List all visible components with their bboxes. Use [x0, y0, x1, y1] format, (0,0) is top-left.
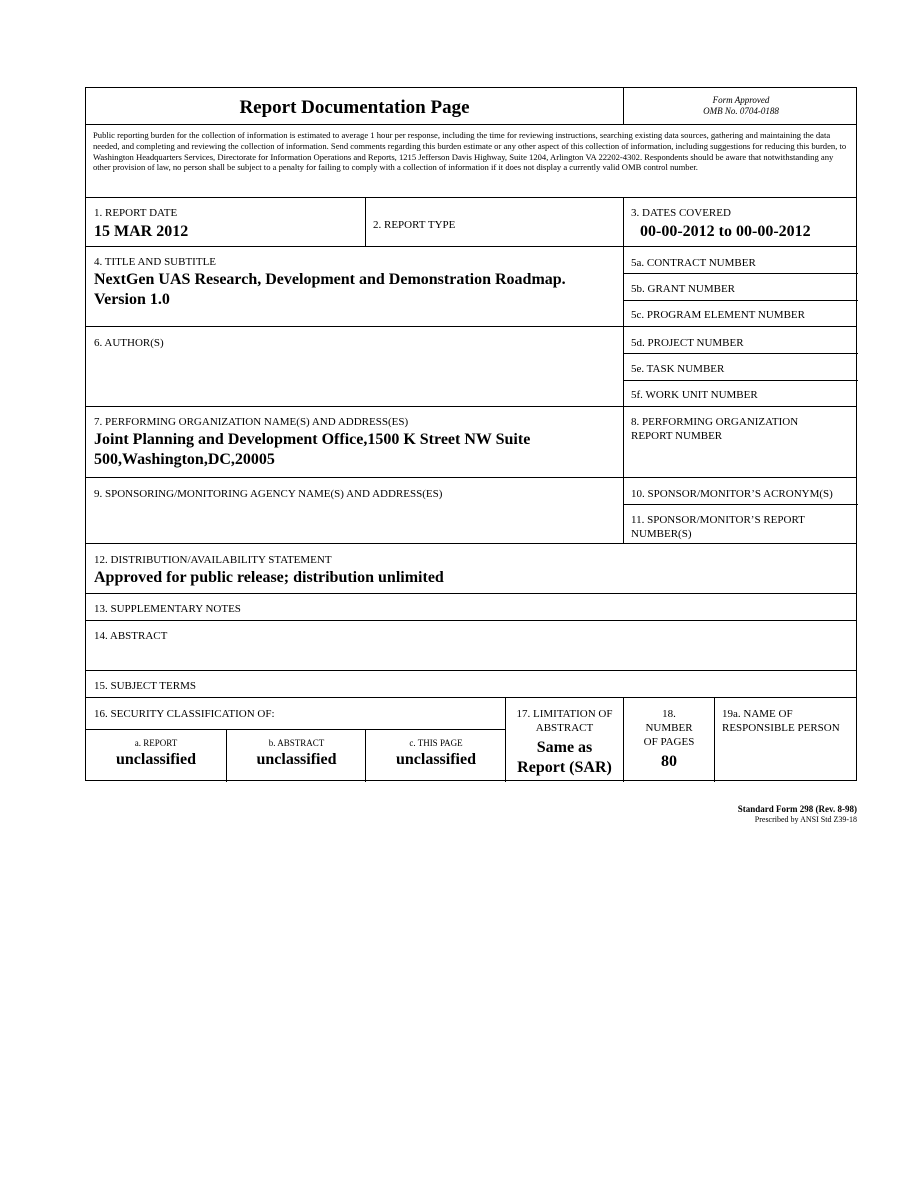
- report-date-label: 1. REPORT DATE: [94, 207, 178, 219]
- distribution-value: Approved for public release; distribution unlimited: [94, 569, 444, 586]
- form-name: Standard Form 298 (Rev. 8-98): [737, 804, 857, 814]
- report-date-cell: [86, 198, 365, 246]
- sponsor-label: 9. SPONSORING/MONITORING AGENCY NAME(S) AND ADDRESS(ES): [94, 488, 443, 500]
- dates-covered-cell: [623, 198, 858, 246]
- performing-org-value: Joint Planning and Development Office,1500 K Street NW Suite 500,Washington,DC,20005: [94, 431, 531, 468]
- row-performing-org: [86, 407, 856, 478]
- report-date-value: 15 MAR 2012: [94, 223, 189, 240]
- row-authors: [86, 327, 856, 407]
- title-cell: [86, 88, 623, 124]
- abstract-classification: [226, 730, 366, 782]
- contract-number-label: 5a. CONTRACT NUMBER: [631, 257, 756, 269]
- title-subtitle-cell: [86, 247, 623, 326]
- abstract-class-label: b. ABSTRACT: [268, 738, 325, 748]
- limitation-value: Same as Report (SAR): [517, 739, 612, 776]
- report-documentation-form: [85, 87, 857, 781]
- omb-cell: [623, 88, 858, 124]
- sponsor-cell: [86, 478, 623, 543]
- authors-label: 6. AUTHOR(S): [94, 337, 164, 349]
- authors-cell: [86, 327, 623, 406]
- report-type-cell: [365, 198, 623, 246]
- limitation-label: 17. LIMITATION OF ABSTRACT: [516, 708, 613, 734]
- row-distribution: [86, 544, 856, 594]
- row-report-date: [86, 198, 856, 247]
- title-subtitle-value: NextGen UAS Research, Development and Demonstration Roadmap. Version 1.0: [94, 271, 566, 308]
- subject-terms-label: 15. SUBJECT TERMS: [94, 680, 196, 692]
- title-subtitle-label: 4. TITLE AND SUBTITLE: [94, 256, 217, 268]
- sponsor-acronym-label: 10. SPONSOR/MONITOR’S ACRONYM(S): [631, 488, 833, 500]
- limitation-cell: [505, 698, 623, 782]
- row-classification: [86, 698, 856, 782]
- row-abstract: [86, 621, 856, 671]
- burden-notice: Public reporting burden for the collection of information is estimated to average 1 hour per response, including the time for reviewing instructions, searching existing data sources, gathering and maintaining the data needed, and completing and reviewing the collection of information. Send comments regarding this burden estimate or any other aspect of this collection of information, including suggestions for reducing this burden, to Washington Headquarters Services, Directorate for Information Operations and Reports, 1215 Jefferson Davis Highway, Suite 1204, Arlington VA 22202-4302. Respondents should be aware that notwithstanding any other provision of law, no person shall be subject to a penalty for failing to comply with a collection of information if it does not display a currently valid OMB control number.: [93, 130, 847, 173]
- supplementary-label: 13. SUPPLEMENTARY NOTES: [94, 603, 241, 615]
- responsible-cell: [714, 698, 858, 782]
- prescribed-by: Prescribed by ANSI Std Z39-18: [754, 815, 857, 824]
- project-number-label: 5d. PROJECT NUMBER: [631, 337, 744, 349]
- report-type-label: 2. REPORT TYPE: [373, 219, 456, 231]
- distribution-cell: [86, 544, 856, 588]
- page-title: Report Documentation Page: [239, 97, 470, 118]
- dates-covered-value: 00-00-2012 to 00-00-2012: [640, 223, 811, 240]
- performing-org-label: 7. PERFORMING ORGANIZATION NAME(S) AND ADDRESS(ES): [94, 416, 409, 428]
- work-unit-label: 5f. WORK UNIT NUMBER: [631, 389, 758, 401]
- page-class-label: c. THIS PAGE: [409, 738, 463, 748]
- row-title: [86, 247, 856, 327]
- security-cell: [86, 698, 505, 782]
- distribution-label: 12. DISTRIBUTION/AVAILABILITY STATEMENT: [94, 554, 332, 566]
- contract-numbers-cell: [623, 247, 858, 326]
- grant-number-label: 5b. GRANT NUMBER: [631, 283, 736, 295]
- security-label: 16. SECURITY CLASSIFICATION OF:: [94, 708, 275, 720]
- performing-report-cell: [623, 407, 858, 477]
- report-class-label: a. REPORT: [134, 738, 178, 748]
- notice-row: [86, 125, 856, 198]
- header-row: [86, 88, 856, 125]
- form-approved: Form Approved: [712, 95, 770, 105]
- performing-report-label: 8. PERFORMING ORGANIZATION REPORT NUMBER: [631, 416, 799, 442]
- page-class-value: unclassified: [395, 751, 476, 768]
- row-sponsor: [86, 478, 856, 544]
- responsible-label: 19a. NAME OF RESPONSIBLE PERSON: [722, 708, 840, 734]
- pages-cell: [623, 698, 714, 782]
- row-supplementary: [86, 594, 856, 621]
- abstract-class-value: unclassified: [256, 751, 337, 768]
- sponsor-report-label: 11. SPONSOR/MONITOR’S REPORT NUMBER(S): [631, 514, 805, 540]
- pages-label: 18. NUMBER OF PAGES: [643, 708, 695, 748]
- task-number-label: 5e. TASK NUMBER: [631, 363, 725, 375]
- performing-org-cell: [86, 407, 623, 477]
- pages-value: 80: [661, 753, 677, 770]
- dates-covered-label: 3. DATES COVERED: [631, 207, 731, 219]
- program-element-label: 5c. PROGRAM ELEMENT NUMBER: [631, 309, 805, 321]
- report-class-value: unclassified: [115, 751, 196, 768]
- sponsor-numbers-cell: [623, 478, 858, 543]
- report-classification: [86, 730, 226, 782]
- project-numbers-cell: [623, 327, 858, 406]
- abstract-label: 14. ABSTRACT: [94, 630, 168, 642]
- page-classification: [365, 730, 506, 782]
- row-subject: [86, 671, 856, 698]
- omb-number: OMB No. 0704-0188: [703, 106, 779, 116]
